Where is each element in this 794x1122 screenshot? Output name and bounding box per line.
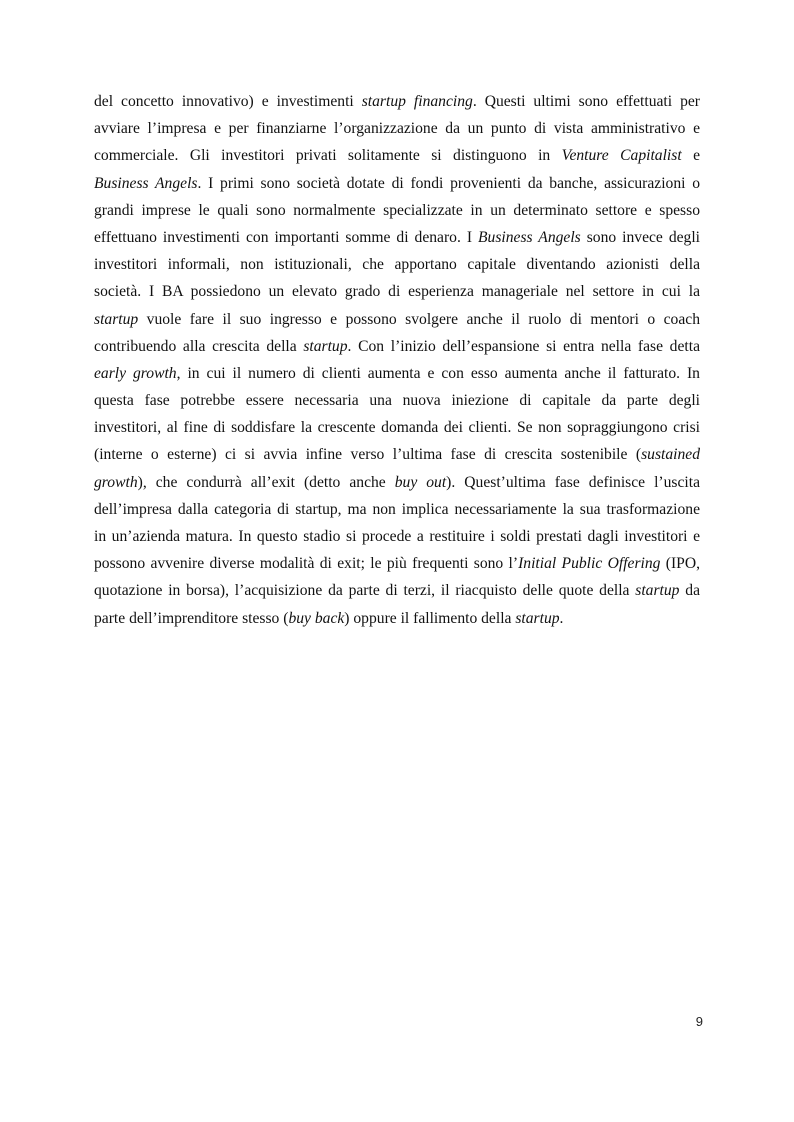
text-segment: avviare l’impresa e per finanziarne l’organizzazione da un punto di vista amministrativo e — [94, 120, 700, 138]
italic-term: buy back — [288, 609, 345, 627]
text-segment: investitori, al fine di soddisfare la crescente domanda dei clienti. Se non sopraggiungono crisi — [94, 419, 700, 437]
text-line — [94, 414, 700, 441]
italic-term: buy out — [394, 473, 447, 491]
text-line — [94, 523, 700, 550]
text-segment: grandi imprese le quali sono normalmente specializzate in un determinato settore e spesso — [94, 201, 700, 219]
italic-term: Business Angels — [94, 174, 198, 192]
text-line — [94, 224, 700, 251]
text-line — [94, 469, 700, 496]
text-line — [94, 333, 700, 360]
italic-term: Business Angels — [478, 228, 581, 246]
text-segment: contribuendo alla crescita della — [94, 337, 304, 355]
text-line — [94, 577, 700, 604]
italic-term: startup — [303, 337, 348, 355]
text-segment: vuole fare il suo ingresso e possono svolgere anche il ruolo di mentori o coach — [138, 310, 700, 328]
italic-term: startup — [94, 310, 139, 328]
text-segment: da — [679, 582, 700, 600]
text-line — [94, 88, 700, 115]
text-line — [94, 197, 700, 224]
italic-term: startup financing — [361, 93, 473, 110]
text-line — [94, 605, 700, 632]
text-line — [94, 550, 700, 577]
text-segment: ). Quest’ultima fase definisce l’uscita — [446, 473, 700, 491]
text-line — [94, 170, 700, 197]
text-segment: quotazione in borsa), l’acquisizione da parte di terzi, il riacquisto delle quote della — [94, 582, 636, 600]
text-segment: questa fase potrebbe essere necessaria una nuova iniezione di capitale da parte degli — [94, 392, 700, 410]
text-line — [94, 360, 700, 387]
text-segment: del concetto innovativo) e investimenti — [94, 93, 362, 110]
text-segment: in un’azienda matura. In questo stadio si procede a restituire i soldi prestati dagli investitori e — [94, 528, 700, 545]
italic-term: sustained — [641, 446, 700, 464]
text-segment: (IPO, — [660, 555, 700, 573]
text-segment: commerciale. Gli investitori privati solitamente si distinguono in — [94, 147, 562, 165]
text-segment: . — [559, 609, 564, 627]
text-segment: ) oppure il fallimento della — [344, 609, 516, 627]
text-segment: (interne o esterne) ci si avvia infine verso l’ultima fase di crescita sostenibile ( — [94, 446, 642, 464]
text-line — [94, 278, 700, 305]
text-segment: e — [681, 147, 700, 165]
body-paragraph — [94, 88, 700, 632]
text-segment: effettuano investimenti con importanti somme di denaro. I — [94, 228, 479, 246]
text-segment: possono avvenire diverse modalità di exit; le più frequenti sono l’ — [94, 555, 519, 573]
text-segment: . Con l’inizio dell’espansione si entra nella fase detta — [347, 337, 700, 355]
italic-term: startup — [635, 582, 680, 600]
text-segment: dell’impresa dalla categoria di startup, ma non implica necessariamente la sua trasformazione — [94, 500, 700, 518]
text-segment: . I primi sono società dotate di fondi provenienti da banche, assicurazioni o — [197, 174, 700, 192]
page-number: 9 — [695, 1014, 703, 1029]
text-segment: ), che condurrà all’exit (detto anche — [137, 473, 395, 491]
italic-term: Initial Public Offering — [518, 555, 661, 573]
text-segment: sono invece degli — [580, 228, 700, 246]
text-line — [94, 251, 700, 278]
italic-term: startup — [515, 609, 560, 627]
text-line — [94, 115, 700, 142]
text-segment: società. I BA possiedono un elevato grado di esperienza manageriale nel settore in cui la — [94, 283, 700, 301]
text-segment: . Questi ultimi sono effettuati per — [472, 93, 700, 110]
text-line — [94, 387, 700, 414]
text-line — [94, 306, 700, 333]
text-line — [94, 441, 700, 468]
italic-term: Venture Capitalist — [561, 147, 682, 165]
text-line — [94, 142, 700, 169]
italic-term: early growth — [94, 364, 177, 382]
text-segment: , in cui il numero di clienti aumenta e con esso aumenta anche il fatturato. In — [176, 364, 700, 382]
text-segment: investitori informali, non istituzionali, che apportano capitale diventando azionisti della — [94, 256, 700, 274]
text-segment: parte dell’imprenditore stesso ( — [94, 609, 289, 627]
italic-term: growth — [94, 473, 138, 491]
text-line — [94, 496, 700, 523]
